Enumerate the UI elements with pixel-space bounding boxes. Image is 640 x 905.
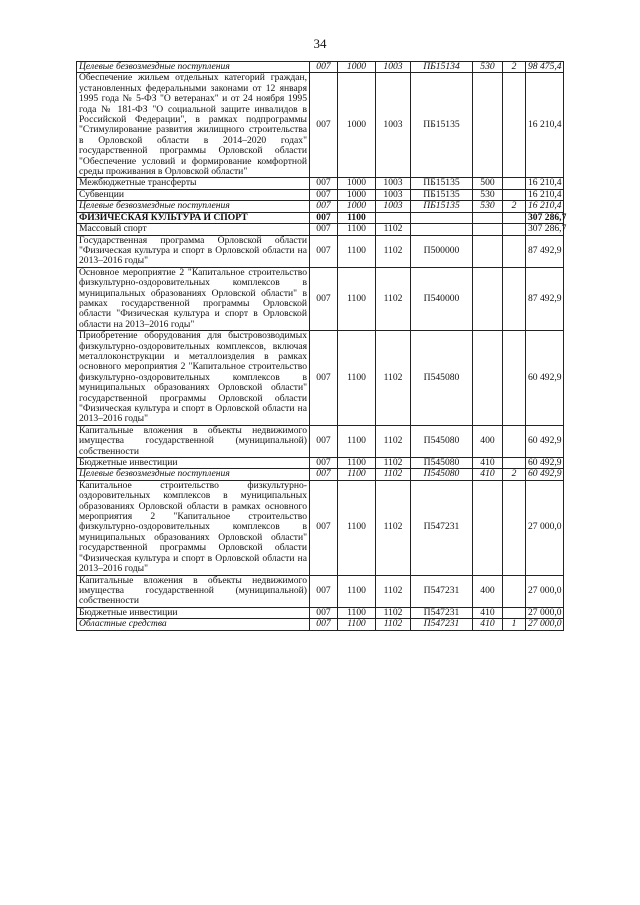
- table-row: [77, 458, 564, 469]
- table-row: [77, 607, 564, 618]
- cell-name: Бюджетные инвестиции: [77, 607, 310, 618]
- cell-amount: 60 492,9: [526, 458, 564, 469]
- cell-amount: 307 286,7: [526, 224, 564, 235]
- cell-target-article: П500000: [411, 235, 473, 267]
- cell-section-code: 1100: [338, 331, 376, 426]
- cell-expense-type: 410: [473, 469, 503, 480]
- cell-target-article: ПБ15134: [411, 62, 473, 73]
- cell-subsection-code: 1102: [376, 469, 411, 480]
- cell-expense-type: 400: [473, 425, 503, 457]
- cell-section-code: 1100: [338, 469, 376, 480]
- cell-subsection-code: 1102: [376, 607, 411, 618]
- table-row: [77, 331, 564, 426]
- cell-amount: 27 000,0: [526, 619, 564, 630]
- cell-subsection-code: 1102: [376, 575, 411, 607]
- table-row: [77, 189, 564, 200]
- cell-expense-type: [473, 212, 503, 223]
- cell-subsection-code: 1003: [376, 201, 411, 212]
- cell-expense-type: 530: [473, 201, 503, 212]
- cell-name: Капитальное строительство физкультурно-оздоровительных комплексов в муниципальных образованиях Орловской области в рамках основного мероприятия 2 "Капитальное строительство физкультурно-оздоровительных комплексов в муниципальных образованиях Орловской области" государственной программы Орловской области "Физическая культура и спорт в Орловской области на 2013–2016 годы": [77, 480, 310, 575]
- cell-funding-source: [503, 575, 526, 607]
- table-row: [77, 469, 564, 480]
- cell-funding-source: [503, 212, 526, 223]
- table-row: [77, 480, 564, 575]
- cell-subsection-code: 1102: [376, 619, 411, 630]
- cell-funding-source: 2: [503, 62, 526, 73]
- cell-funding-source: 2: [503, 201, 526, 212]
- cell-section-code: 1100: [338, 575, 376, 607]
- cell-grbs-code: 007: [310, 331, 338, 426]
- cell-amount: 27 000,0: [526, 575, 564, 607]
- cell-amount: 98 475,4: [526, 62, 564, 73]
- cell-section-code: 1100: [338, 224, 376, 235]
- cell-section-code: 1100: [338, 267, 376, 330]
- cell-target-article: П545080: [411, 331, 473, 426]
- cell-grbs-code: 007: [310, 235, 338, 267]
- cell-subsection-code: [376, 212, 411, 223]
- table-row: [77, 201, 564, 212]
- cell-target-article: П540000: [411, 267, 473, 330]
- cell-expense-type: 410: [473, 619, 503, 630]
- cell-subsection-code: 1102: [376, 331, 411, 426]
- cell-expense-type: [473, 224, 503, 235]
- cell-grbs-code: 007: [310, 267, 338, 330]
- cell-name: Капитальные вложения в объекты недвижимого имущества государственной (муниципальной) собственности: [77, 425, 310, 457]
- table-body: [77, 61, 567, 631]
- cell-section-code: 1100: [338, 607, 376, 618]
- cell-amount: 87 492,9: [526, 267, 564, 330]
- cell-expense-type: 530: [473, 62, 503, 73]
- cell-target-article: ПБ15135: [411, 178, 473, 189]
- cell-section-code: 1000: [338, 73, 376, 178]
- cell-subsection-code: 1102: [376, 458, 411, 469]
- cell-amount: 60 492,9: [526, 469, 564, 480]
- cell-section-code: 1000: [338, 201, 376, 212]
- table-row: [77, 62, 564, 73]
- cell-section-code: 1100: [338, 425, 376, 457]
- cell-grbs-code: 007: [310, 480, 338, 575]
- cell-name: Массовый спорт: [77, 224, 310, 235]
- cell-target-article: ПБ15135: [411, 73, 473, 178]
- cell-funding-source: [503, 607, 526, 618]
- cell-name: Приобретение оборудования для быстровозводимых физкультурно-оздоровительных комплексов, включая металлоконструкции и металлоизделия в рамках основного мероприятия 2 "Капитальное строительство физкультурно-оздоровительных комплексов в муниципальных образованиях Орловской области" государственной программы Орловской области "Физическая культура и спорт в Орловской области на 2013–2016 годы": [77, 331, 310, 426]
- cell-expense-type: [473, 73, 503, 178]
- cell-grbs-code: 007: [310, 212, 338, 223]
- cell-grbs-code: 007: [310, 458, 338, 469]
- cell-funding-source: [503, 458, 526, 469]
- cell-section-code: 1000: [338, 178, 376, 189]
- cell-target-article: П545080: [411, 458, 473, 469]
- cell-expense-type: [473, 267, 503, 330]
- cell-grbs-code: 007: [310, 224, 338, 235]
- cell-target-article: П547231: [411, 575, 473, 607]
- cell-name: Межбюджетные трансферты: [77, 178, 310, 189]
- cell-subsection-code: 1003: [376, 178, 411, 189]
- cell-expense-type: 400: [473, 575, 503, 607]
- table-row: [77, 235, 564, 267]
- cell-funding-source: [503, 235, 526, 267]
- cell-amount: 27 000,0: [526, 480, 564, 575]
- table-row: [77, 619, 564, 630]
- table-row: [77, 575, 564, 607]
- cell-target-article: П547231: [411, 480, 473, 575]
- cell-name: Бюджетные инвестиции: [77, 458, 310, 469]
- cell-target-article: ПБ15135: [411, 201, 473, 212]
- cell-grbs-code: 007: [310, 425, 338, 457]
- cell-section-code: 1100: [338, 458, 376, 469]
- cell-grbs-code: 007: [310, 619, 338, 630]
- cell-amount: 60 492,9: [526, 425, 564, 457]
- cell-amount: 60 492,9: [526, 331, 564, 426]
- cell-name: Капитальные вложения в объекты недвижимого имущества государственной (муниципальной) собственности: [77, 575, 310, 607]
- cell-section-code: 1100: [338, 212, 376, 223]
- cell-funding-source: [503, 480, 526, 575]
- table-row: [77, 267, 564, 330]
- table-row: [77, 425, 564, 457]
- cell-target-article: П547231: [411, 619, 473, 630]
- table-row: [77, 224, 564, 235]
- cell-expense-type: [473, 331, 503, 426]
- cell-name: Обеспечение жильем отдельных категорий граждан, установленных федеральными законами от 12 января 1995 года № 5-ФЗ "О ветеранах" и от 24 ноября 1995 года № 181-ФЗ "О социальной защите инвалидов в Российской Федерации", в рамках подпрограммы "Стимулирование развития жилищного строительства в Орловской области в 2014–2020 годах" государственной программы Орловской области "Обеспечение условий и формирование комфортной среды проживания в Орловской области": [77, 73, 310, 178]
- cell-grbs-code: 007: [310, 178, 338, 189]
- cell-name: Субвенции: [77, 189, 310, 200]
- cell-subsection-code: 1003: [376, 62, 411, 73]
- cell-grbs-code: 007: [310, 469, 338, 480]
- cell-name: Целевые безвозмездные поступления: [77, 469, 310, 480]
- cell-subsection-code: 1102: [376, 224, 411, 235]
- cell-funding-source: 1: [503, 619, 526, 630]
- cell-funding-source: [503, 189, 526, 200]
- cell-funding-source: [503, 224, 526, 235]
- cell-amount: 16 210,4: [526, 178, 564, 189]
- cell-funding-source: [503, 178, 526, 189]
- cell-name: Государственная программа Орловской области "Физическая культура и спорт в Орловской области на 2013–2016 годы": [77, 235, 310, 267]
- cell-grbs-code: 007: [310, 575, 338, 607]
- cell-amount: 16 210,4: [526, 189, 564, 200]
- cell-grbs-code: 007: [310, 73, 338, 178]
- cell-expense-type: 500: [473, 178, 503, 189]
- cell-funding-source: [503, 73, 526, 178]
- cell-section-code: 1100: [338, 235, 376, 267]
- cell-section-code: 1000: [338, 189, 376, 200]
- cell-funding-source: [503, 331, 526, 426]
- cell-name: Целевые безвозмездные поступления: [77, 62, 310, 73]
- cell-target-article: [411, 224, 473, 235]
- cell-funding-source: [503, 267, 526, 330]
- budget-table: [76, 61, 567, 631]
- cell-target-article: П545080: [411, 469, 473, 480]
- cell-grbs-code: 007: [310, 607, 338, 618]
- cell-expense-type: 530: [473, 189, 503, 200]
- cell-subsection-code: 1102: [376, 425, 411, 457]
- table-row: [77, 73, 564, 178]
- cell-target-article: П547231: [411, 607, 473, 618]
- cell-subsection-code: 1102: [376, 267, 411, 330]
- cell-subsection-code: 1102: [376, 480, 411, 575]
- cell-funding-source: 2: [503, 469, 526, 480]
- cell-funding-source: [503, 425, 526, 457]
- cell-name: Целевые безвозмездные поступления: [77, 201, 310, 212]
- cell-target-article: ПБ15135: [411, 189, 473, 200]
- cell-amount: 16 210,4: [526, 201, 564, 212]
- cell-amount: 87 492,9: [526, 235, 564, 267]
- cell-expense-type: 410: [473, 458, 503, 469]
- cell-subsection-code: 1102: [376, 235, 411, 267]
- cell-target-article: П545080: [411, 425, 473, 457]
- cell-expense-type: 410: [473, 607, 503, 618]
- cell-amount: 16 210,4: [526, 73, 564, 178]
- cell-subsection-code: 1003: [376, 73, 411, 178]
- cell-name: ФИЗИЧЕСКАЯ КУЛЬТУРА И СПОРТ: [77, 212, 310, 223]
- cell-section-code: 1100: [338, 619, 376, 630]
- cell-expense-type: [473, 480, 503, 575]
- table-row: [77, 178, 564, 189]
- cell-subsection-code: 1003: [376, 189, 411, 200]
- cell-amount: 307 286,7: [526, 212, 564, 223]
- table-row: [77, 212, 564, 223]
- cell-section-code: 1100: [338, 480, 376, 575]
- cell-name: Основное мероприятие 2 "Капитальное строительство физкультурно-оздоровительных комплексов в муниципальных образованиях Орловской области" в рамках государственной программы Орловской области "Физическая культура и спорт в Орловской области на 2013–2016 годы": [77, 267, 310, 330]
- cell-expense-type: [473, 235, 503, 267]
- cell-grbs-code: 007: [310, 62, 338, 73]
- cell-target-article: [411, 212, 473, 223]
- page-number: 34: [313, 36, 327, 51]
- cell-section-code: 1000: [338, 62, 376, 73]
- cell-name: Областные средства: [77, 619, 310, 630]
- cell-grbs-code: 007: [310, 201, 338, 212]
- cell-amount: 27 000,0: [526, 607, 564, 618]
- cell-grbs-code: 007: [310, 189, 338, 200]
